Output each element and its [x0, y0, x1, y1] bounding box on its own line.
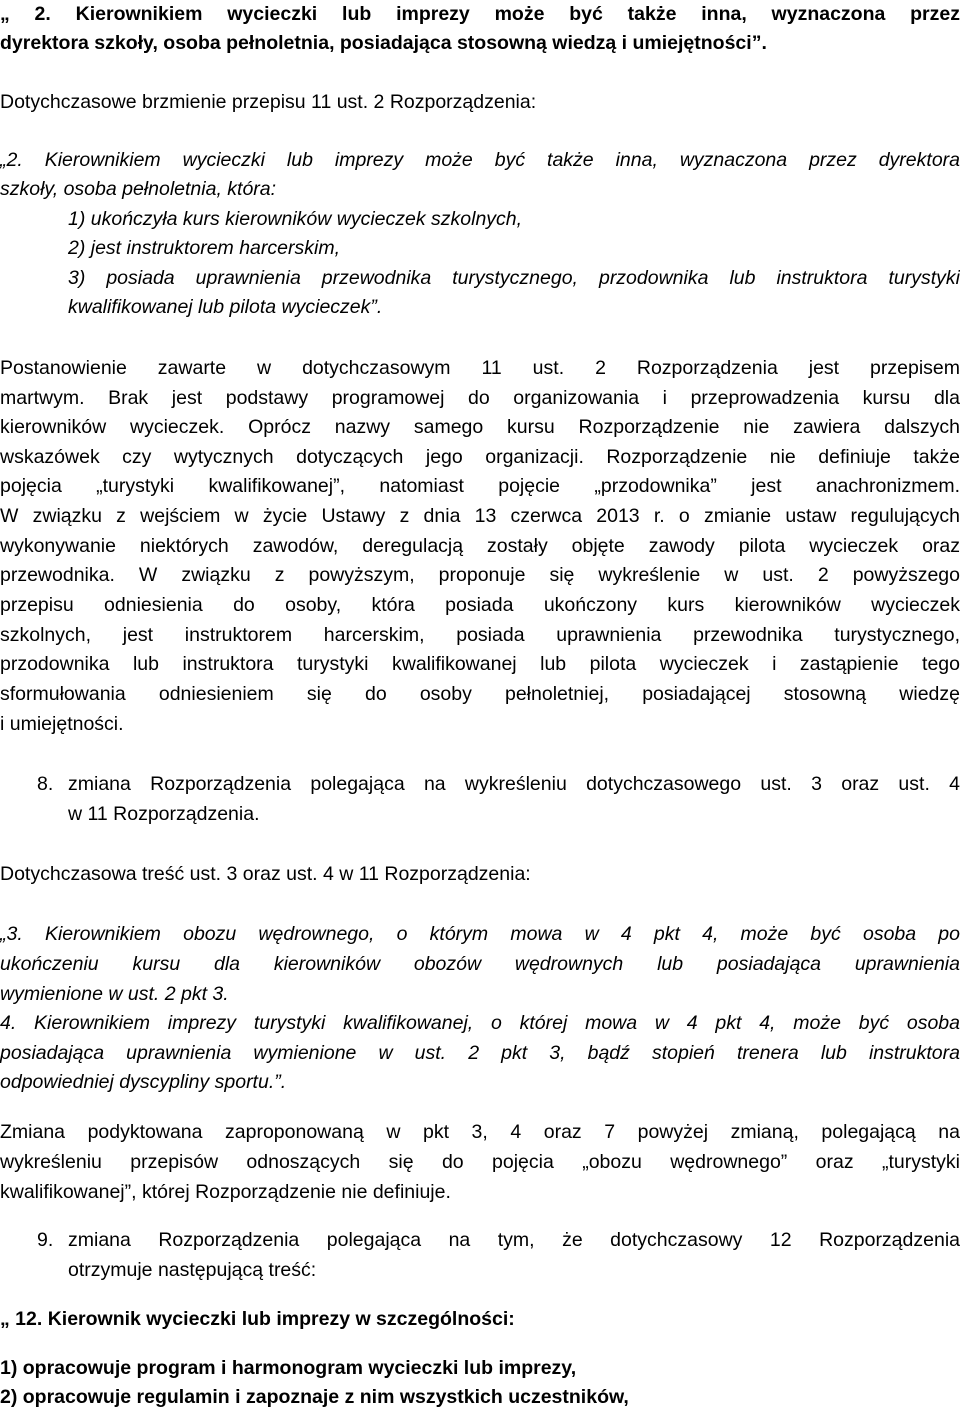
paragraph-heading: Dotychczasowe brzmienie przepisu 11 ust. 2 Rozporządzenia:	[0, 91, 537, 113]
body-text-line: W związku z wejściem w życie Ustawy z dnia 13 czerwca 2013 r. o zmianie ustaw regulujących	[0, 505, 960, 527]
body-text-line: i umiejętności.	[0, 713, 124, 735]
quoted-list-item: 2) jest instruktorem harcerskim,	[68, 237, 340, 259]
quoted-text-line: szkoły, osoba pełnoletnia, która:	[0, 178, 277, 200]
list-item-text: w 11 Rozporządzenia.	[68, 803, 260, 825]
body-text-line: martwym. Brak jest podstawy programowej do organizowania i przeprowadzenia kursu dla	[0, 387, 960, 409]
quoted-text-line: ukończeniu kursu dla kierowników obozów wędrownych lub posiadająca uprawnienia	[0, 953, 960, 975]
quoted-text-line: 4. Kierownikiem imprezy turystyki kwalifikowanej, o której mowa w 4 pkt 4, może być osoba	[0, 1012, 960, 1034]
body-text-line: sformułowania odniesieniem się do osoby pełnoletniej, posiadającej stosowną wiedzę	[0, 683, 960, 705]
body-text-line: Postanowienie zawarte w dotychczasowym 11 ust. 2 Rozporządzenia jest przepisem	[0, 357, 960, 379]
body-text-line: kwalifikowanej”, której Rozporządzenie nie definiuje.	[0, 1181, 451, 1203]
quoted-text-line: „2. Kierownikiem wycieczki lub imprezy może być także inna, wyznaczona przez dyrektora	[0, 149, 960, 171]
body-text-line: pojęcia „turystyki kwalifikowanej”, natomiast pojęcie „przodownika” jest anachronizmem.	[0, 475, 960, 497]
amendment-text-line: dyrektora szkoły, osoba pełnoletnia, posiadająca stosowną wiedzą i umiejętności”.	[0, 32, 767, 54]
body-text-line: przepisu odniesienia do osoby, która posiada ukończony kurs kierowników wycieczek	[0, 594, 960, 616]
body-text-line: wskazówek czy wytycznych dotyczących jego organizacji. Rozporządzenie nie definiuje także	[0, 446, 960, 468]
quoted-list-item: kwalifikowanej lub pilota wycieczek”.	[68, 296, 383, 318]
body-text-line: wykonywanie niektórych zawodów, deregulacją zostały objęte zawody pilota wycieczek oraz	[0, 535, 960, 557]
paragraph-heading: Dotychczasowa treść ust. 3 oraz ust. 4 w 11 Rozporządzenia:	[0, 863, 531, 885]
amendment-text-line: „ 2. Kierownikiem wycieczki lub imprezy może być także inna, wyznaczona przez	[0, 3, 960, 25]
body-text-line: Zmiana podyktowana zaproponowaną w pkt 3, 4 oraz 7 powyżej zmianą, polegającą na	[0, 1121, 960, 1143]
quoted-list-item: 3) posiada uprawnienia przewodnika turystycznego, przodownika lub instruktora turystyki	[68, 267, 960, 289]
quoted-text-line: posiadająca uprawnienia wymienione w ust. 2 pkt 3, bądź stopień trenera lub instruktora	[0, 1042, 960, 1064]
body-text-line: przodownika lub instruktora turystyki kwalifikowanej lub pilota wycieczek i zastąpienie tego	[0, 653, 960, 675]
list-number: 9.	[37, 1229, 54, 1251]
list-number: 8.	[37, 773, 54, 795]
quoted-list-item: 1) ukończyła kurs kierowników wycieczek szkolnych,	[68, 208, 523, 230]
amendment-title: „ 12. Kierownik wycieczki lub imprezy w szczególności:	[0, 1308, 515, 1330]
body-text-line: szkolnych, jest instruktorem harcerskim, posiada uprawnienia przewodnika turystycznego,	[0, 624, 960, 646]
body-text-line: przewodnika. W związku z powyższym, proponuje się wykreślenie w ust. 2 powyższego	[0, 564, 960, 586]
quoted-text-line: wymienione w ust. 2 pkt 3.	[0, 983, 229, 1005]
body-text-line: wykreśleniu przepisów odnoszących się do pojęcia „obozu wędrownego” oraz „turystyki	[0, 1151, 960, 1173]
amendment-list-item: 1) opracowuje program i harmonogram wycieczki lub imprezy,	[0, 1357, 577, 1379]
quoted-text-line: odpowiedniej dyscypliny sportu.”.	[0, 1071, 287, 1093]
list-item-text: zmiana Rozporządzenia polegająca na tym, że dotychczasowy 12 Rozporządzenia	[68, 1229, 960, 1251]
quoted-text-line: „3. Kierownikiem obozu wędrownego, o którym mowa w 4 pkt 4, może być osoba po	[0, 923, 960, 945]
list-item-text: otrzymuje następującą treść:	[68, 1259, 317, 1281]
body-text-line: kierowników wycieczek. Oprócz nazwy samego kursu Rozporządzenie nie zawiera dalszych	[0, 416, 960, 438]
amendment-list-item: 2) opracowuje regulamin i zapoznaje z nim wszystkich uczestników,	[0, 1386, 629, 1408]
list-item-text: zmiana Rozporządzenia polegająca na wykreśleniu dotychczasowego ust. 3 oraz ust. 4	[68, 773, 960, 795]
